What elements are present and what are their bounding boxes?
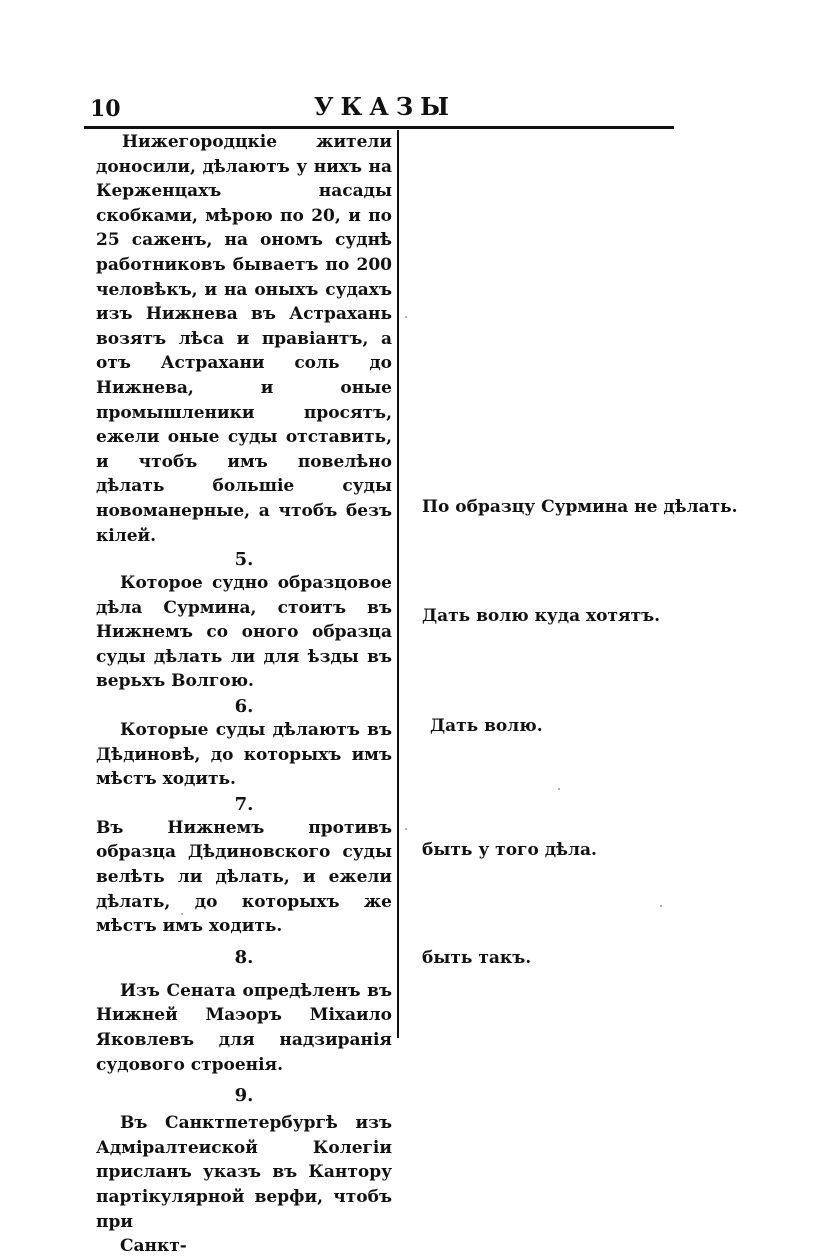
question-column [96, 130, 392, 1259]
resolution-text: Дать волю куда хотятъ. [422, 606, 661, 626]
question-paragraph: Которые суды дѣлаютъ въ Дѣдиновѣ, до которыхъ имъ мѣстъ ходить. [96, 720, 392, 790]
item-number: 9. [234, 1085, 254, 1107]
paper-speck [660, 905, 662, 907]
question-paragraph: Которое судно образцовое дѣла Сурмина, стоитъ въ Нижнемъ со оного образца суды дѣлать ли для ѣзды въ верьхъ Волгою. [96, 573, 392, 692]
column-divider [397, 130, 399, 1038]
question-paragraph: Изъ Сената опредѣленъ въ Нижней Маэоръ Міхаило Яковлевъ для надзиранія судового строенія. [96, 980, 392, 1075]
paper-speck [405, 316, 407, 318]
paper-speck [181, 913, 183, 915]
page-number: 10 [90, 96, 121, 122]
paper-speck [558, 788, 560, 790]
resolution-text: По образцу Сурмина не дѣлать. [422, 497, 738, 517]
resolution-text: быть у того дѣла. [422, 840, 597, 860]
item-number: 8. [234, 946, 254, 968]
header-rule [84, 126, 674, 129]
item-number: 6. [234, 696, 254, 718]
resolution-text: Дать волю. [430, 716, 543, 736]
question-paragraph [96, 1111, 392, 1259]
question-paragraph: Нижегородцкіе жители доносили, дѣлаютъ у нихъ на Керженцахъ насады скобками, мѣрою по 20, и по 25 саженъ, на ономъ суднѣ работниковъ бываетъ по 200 человѣкъ, и на оныхъ судахъ изъ Нижнева въ Астрахань возятъ лѣса и правіантъ, а отъ Астрахани соль до Нижнева, и оные промышленики просятъ, ежели оные суды отставить, и чтобъ имъ повелѣно дѣлать большіе суды новоманерные, а чтобъ безъ кілей. [96, 132, 392, 546]
paper-speck [405, 828, 407, 830]
question-text: Въ Санктпетербургѣ изъ Адміралтеиской Колегіи присланъ указъ въ Кантору партікулярной верфи, чтобъ при [96, 1113, 392, 1232]
item-number: 7. [234, 793, 254, 815]
question-paragraph: Въ Нижнемъ противъ образца Дѣдиновского суды велѣть ли дѣлать, и ежели дѣлать, до которыхъ же мѣстъ имъ ходить. [96, 817, 392, 937]
resolution-text: быть такъ. [422, 948, 532, 968]
catchword: Санкт- [120, 1236, 187, 1257]
running-head: УКАЗЫ [313, 92, 456, 121]
item-number: 5. [234, 549, 254, 571]
